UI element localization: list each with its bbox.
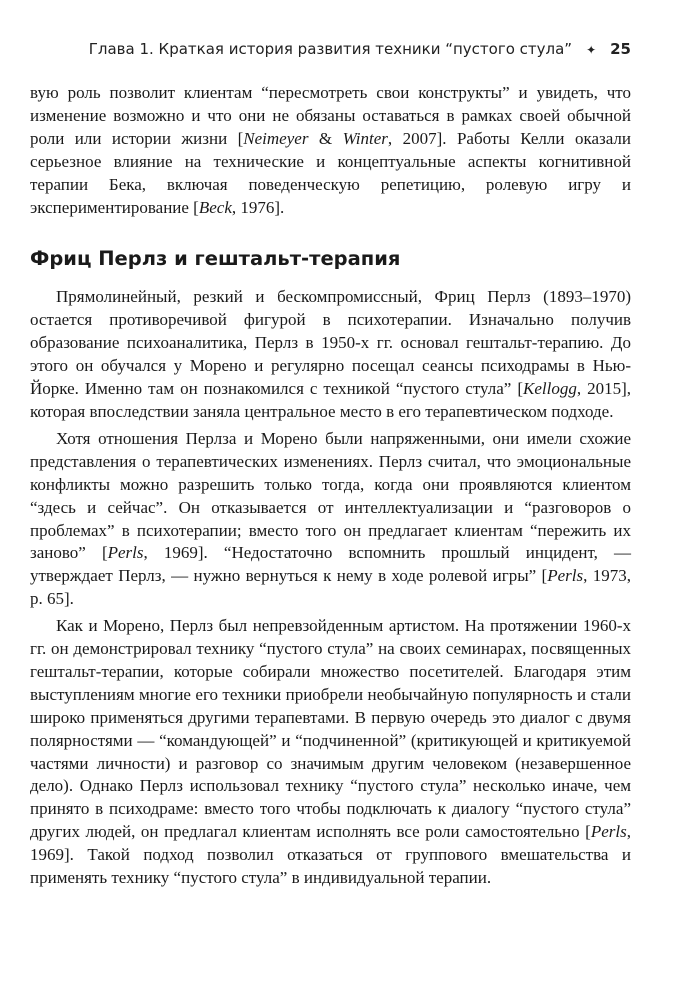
separator-ornament-icon: ✦: [586, 43, 597, 57]
text-run: Как и Морено, Перлз был непревзойденным артистом. На протяжении 1960-х гг. он демонстрировал технику “пустого стула” на своих семинарах, посвященных гештальт-терапии, которые собирали множество посетителей. Благодаря этим выступлениям многие его техники приобрели необычайную популярность и стали широко применяться другими терапевтами. В первую очередь это диалог с двумя полярностями — “командующей” и “подчиненной” (критикующей и критикуемой частями личности) и разговор со значимым другим человеком (незавершенное дело). Однако Перлз использовал технику “пустого стула” несколько иначе, чем принято в психодраме: вместо того чтобы подключать к диалогу “пустого стула” других людей, он предлагал клиентам исполнять все роли самостоятельно [: [30, 616, 631, 842]
citation-author: Perls: [590, 822, 627, 842]
paragraph-perls-intro: [30, 286, 631, 423]
text-run: , 2015], которая впоследствии заняла центральное место в его терапевтическом подходе.: [30, 379, 631, 421]
paragraph-perls-artist: [30, 615, 631, 890]
text-run: , 1969]. Такой подход позволил отказаться от группового вмешательства и применять технику “пустого стула” в индивидуальной терапии.: [30, 822, 631, 888]
paragraph-perls-moreno: [30, 428, 631, 611]
text-run: вую роль позволит клиентам “пересмотреть свои конструкты” и увидеть, что изменение возможно и что они не обязаны оставаться в рамках своей обычной роли или истории жизни [: [30, 83, 631, 148]
running-header: [40, 40, 631, 58]
page-body: [30, 82, 631, 890]
paragraph-continuation: [30, 82, 631, 219]
text-run: , 2007]. Работы Келли оказали серьезное влияние на технические и концептуальные аспекты когнитивной терапии Бека, включая поведенческую репетицию, ролевую игру и экспериментирование [: [30, 128, 631, 217]
section-heading: Фриц Перлз и гештальт-терапия: [30, 247, 401, 271]
text-run: &: [308, 128, 343, 148]
citation-author: Winter: [342, 128, 388, 148]
text-run: , 1973, p. 65].: [30, 566, 631, 609]
text-run: Хотя отношения Перлза и Морено были напряженными, они имели схожие представления о терапевтических изменениях. Перлз считал, что эмоциональные конфликты можно разрешить только тогда, когда они проявляются клиентом “здесь и сейчас”. Он отказывается от интеллектуализации и “разговоров о проблемах” в психотерапии; вместо того он предлагает клиентам “пережить их заново” [: [30, 428, 631, 563]
citation-author: Kellogg: [523, 379, 577, 399]
page-number: 25: [610, 40, 631, 58]
citation-author: Perls: [547, 566, 584, 586]
text-run: Прямолинейный, резкий и бескомпромиссный, Фриц Перлз (1893–1970) остается противоречивой фигурой в психотерапии. Изначально получив образование психоаналитика, Перлз в 1950-х гг. основал гештальт-терапию. До этого он обучался у Морено и регулярно посещал сеансы психодрамы в Нью-Йорке. Именно там он познакомился с техникой “пустого стула” [: [30, 287, 631, 399]
citation-author: Beck: [198, 197, 232, 217]
citation-author: Neimeyer: [243, 128, 309, 148]
text-run: , 1976].: [231, 197, 285, 217]
chapter-title: Глава 1. Краткая история развития техники “пустого стула”: [88, 40, 573, 58]
text-run: , 1969]. “Недостаточно вспомнить прошлый инцидент, — утверждает Перлз, — нужно вернуться к нему в ходе ролевой игры” [: [30, 543, 631, 586]
citation-author: Perls: [107, 543, 144, 563]
